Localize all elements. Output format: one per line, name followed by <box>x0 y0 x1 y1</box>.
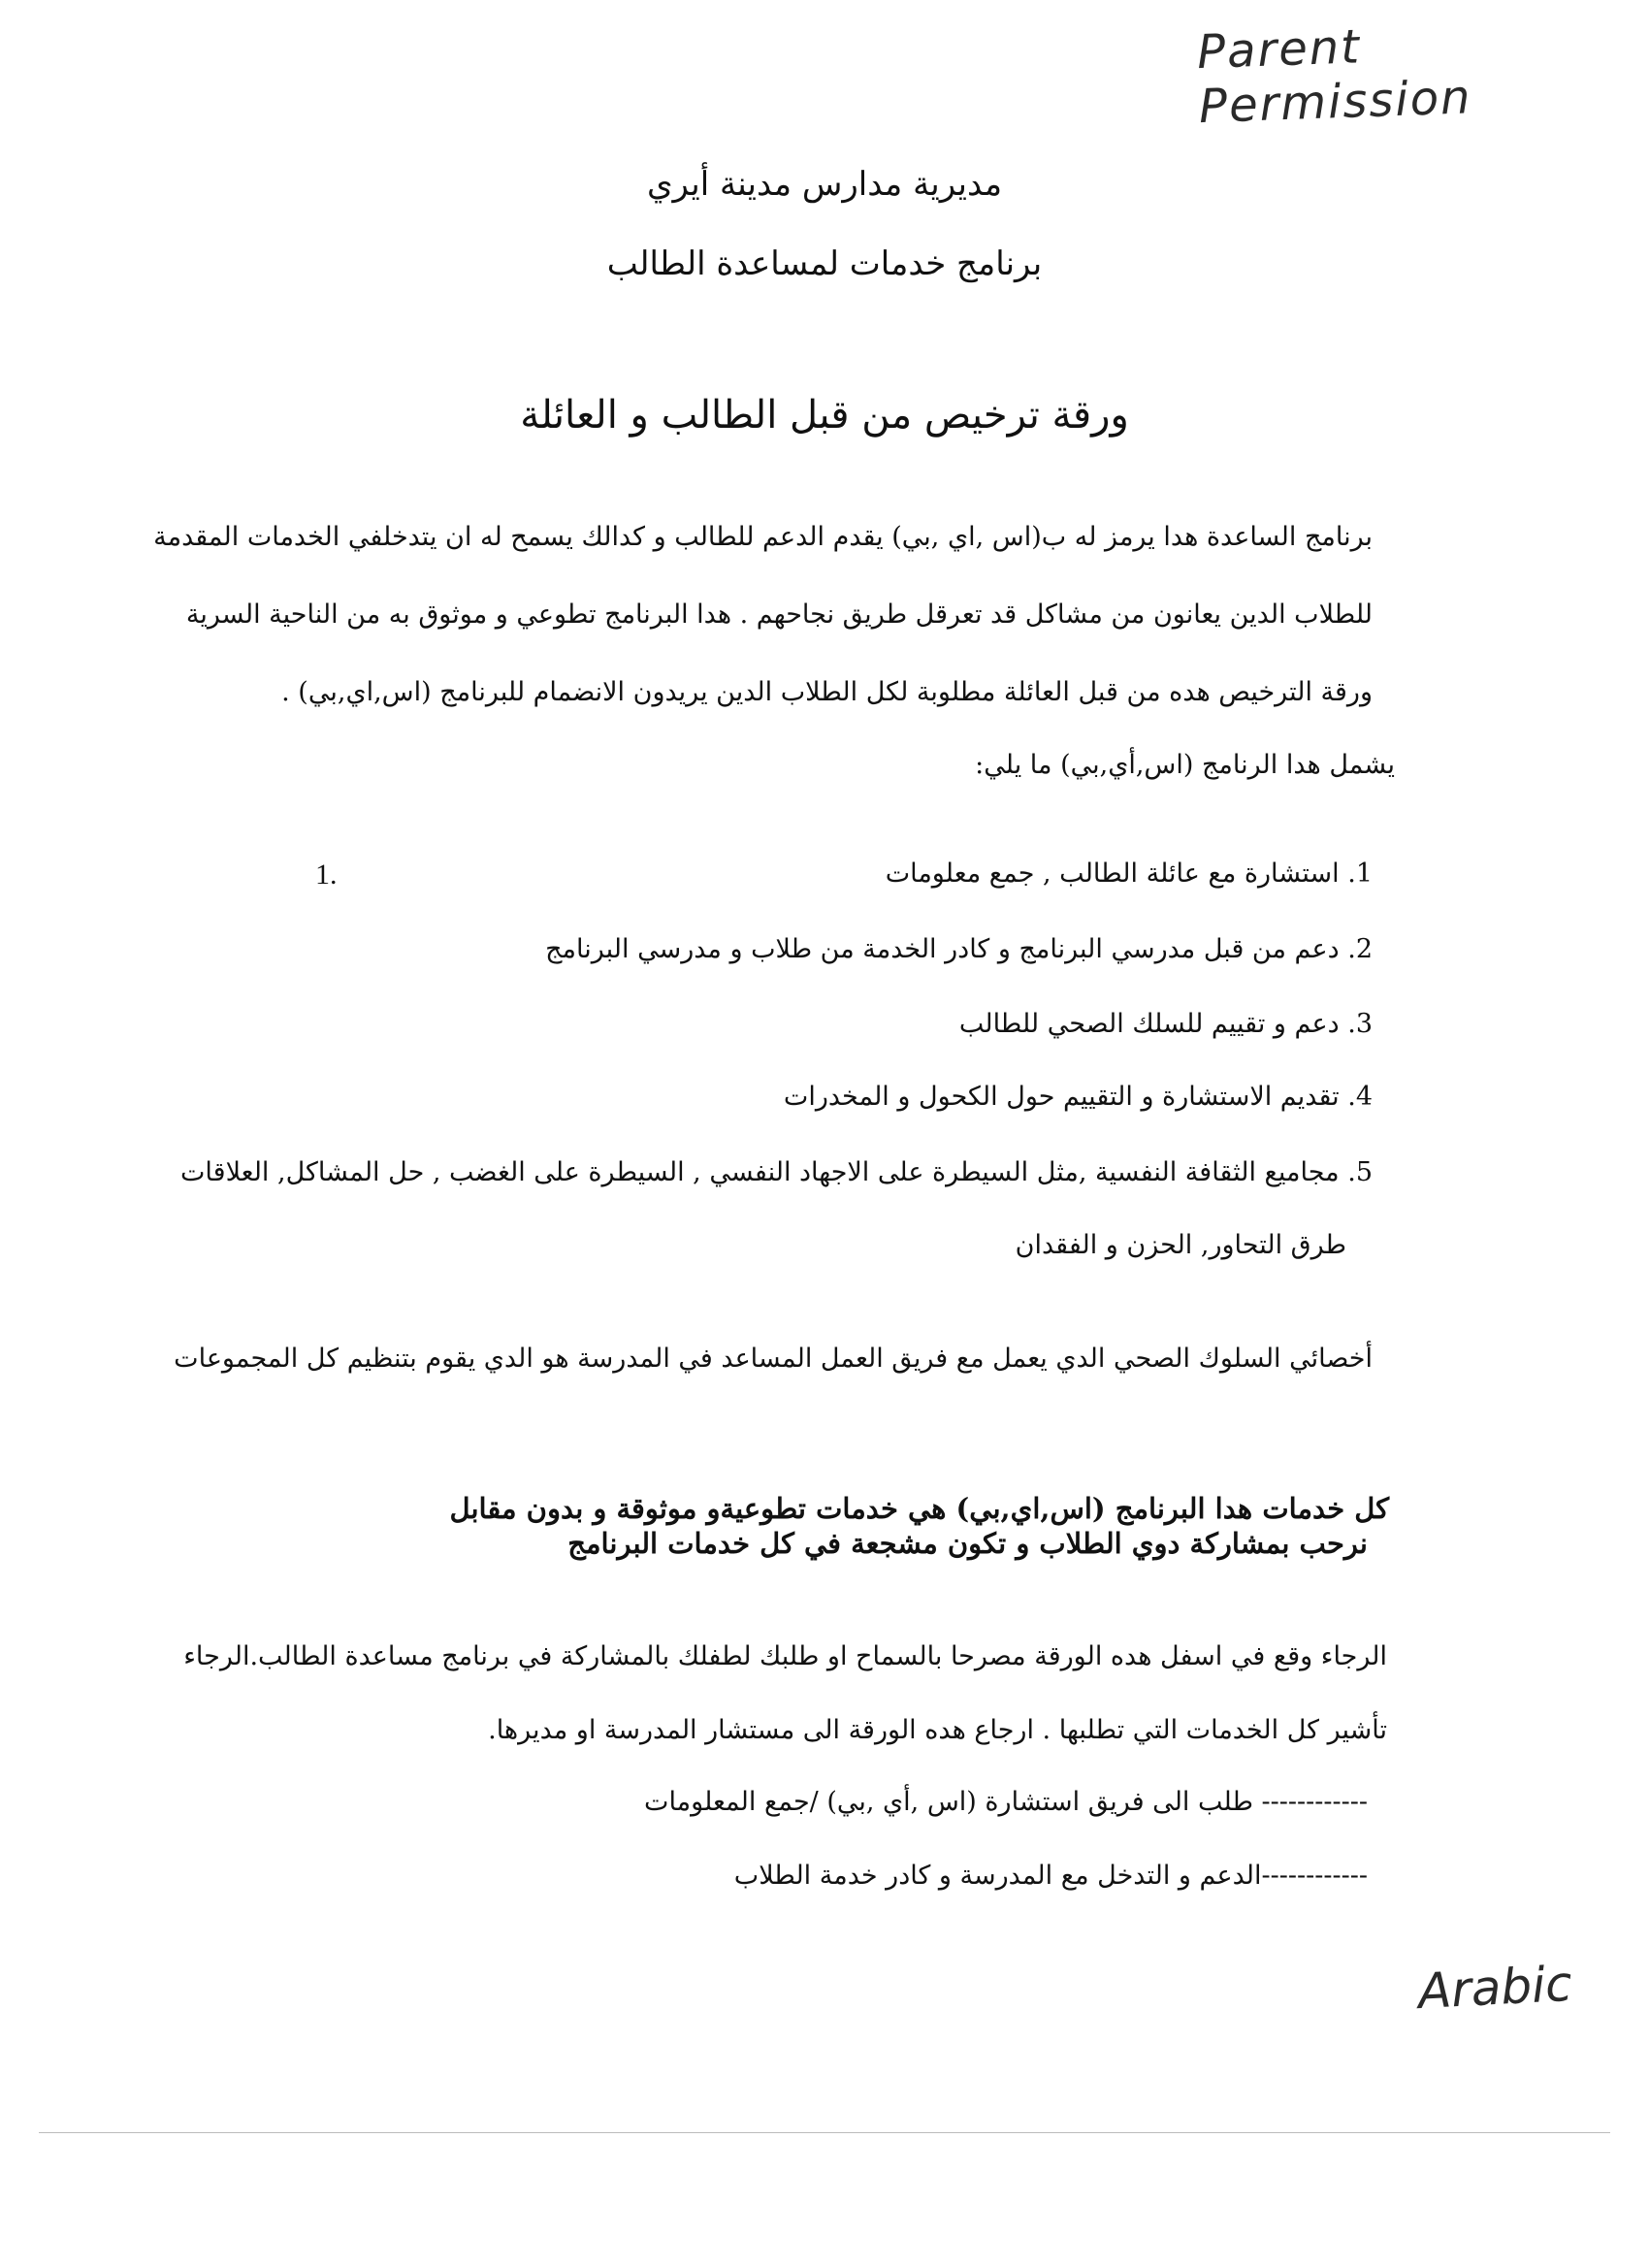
list-item-2: 2. دعم من قبل مدرسي البرنامج و كادر الخدمة من طلاب و مدرسي البرنامج <box>545 934 1373 964</box>
intro-line-2: للطلاب الدين يعانون من مشاكل قد تعرقل طريق نجاحهم . هدا البرنامج تطوعي و موثوق به من الناحية السرية <box>185 599 1373 630</box>
list-item-5-continued: طرق التحاور, الحزن و الفقدان <box>1015 1230 1346 1260</box>
list-item-3: 3. دعم و تقييم للسلك الصحي للطالب <box>958 1009 1373 1039</box>
instructions-line-1: الرجاء وقع في اسفل هده الورقة مصرحا بالسماح او طلبك لطفلك بالمشاركة في برنامج مساعدة الطالب.الرجاء <box>183 1641 1387 1671</box>
option-support-intervention: ------------الدعم و التدخل مع المدرسة و كادر خدمة الطلاب <box>733 1861 1368 1891</box>
list-item-1: 1. استشارة مع عائلة الطالب , جمع معلومات <box>885 859 1373 889</box>
intro-line-4: يشمل هدا الرنامج (اس,أي,بي) ما يلي: <box>975 750 1395 780</box>
form-title: ورقة ترخيص من قبل الطالب و العائلة <box>520 393 1129 437</box>
program-name: برنامج خدمات لمساعدة الطالب <box>606 244 1043 283</box>
handwritten-language-label: Arabic <box>1416 1955 1573 2021</box>
district-name: مديرية مدارس مدينة أيري <box>646 165 1003 204</box>
instructions-line-2: تأشير كل الخدمات التي تطلبها . ارجاع هده الورقة الى مستشار المدرسة او مديرها. <box>488 1715 1387 1745</box>
option-consultation-request: ------------ طلب الى فريق استشارة (اس ,أي ,بي) /جمع المعلومات <box>644 1787 1368 1817</box>
scan-edge-line <box>39 2132 1610 2133</box>
bold-note-line-2: نرحب بمشاركة دوي الطلاب و تكون مشجعة في كل خدمات البرنامج <box>567 1527 1368 1560</box>
list-item-5: 5. مجاميع الثقافة النفسية ,مثل السيطرة على الاجهاد النفسي , السيطرة على الغضب , حل المشاكل, العلاقات <box>180 1157 1373 1187</box>
stray-list-number: 1. <box>315 859 338 891</box>
intro-line-3: ورقة الترخيص هده من قبل العائلة مطلوبة لكل الطلاب الدين يريدون الانضمام للبرنامج (اس,اي,بي) . <box>281 677 1373 707</box>
specialist-note: أخصائي السلوك الصحي الدي يعمل مع فريق العمل المساعد في المدرسة هو الدي يقوم بتنظيم كل المجموعات <box>174 1344 1373 1374</box>
intro-line-1: برنامج الساعدة هدا يرمز له ب(اس ,اي ,بي) يقدم الدعم للطالب و كدالك يسمح له ان يتدخلفي الخدمات المقدمة <box>153 522 1373 552</box>
handwritten-parent-permission: Parent Permission <box>1196 19 1473 135</box>
bold-note-line-1: كل خدمات هدا البرنامج (اس,اي,بي) هي خدمات تطوعيةو موثوقة و بدون مقابل <box>449 1492 1389 1525</box>
list-item-4: 4. تقديم الاستشارة و التقييم حول الكحول و المخدرات <box>783 1082 1373 1112</box>
